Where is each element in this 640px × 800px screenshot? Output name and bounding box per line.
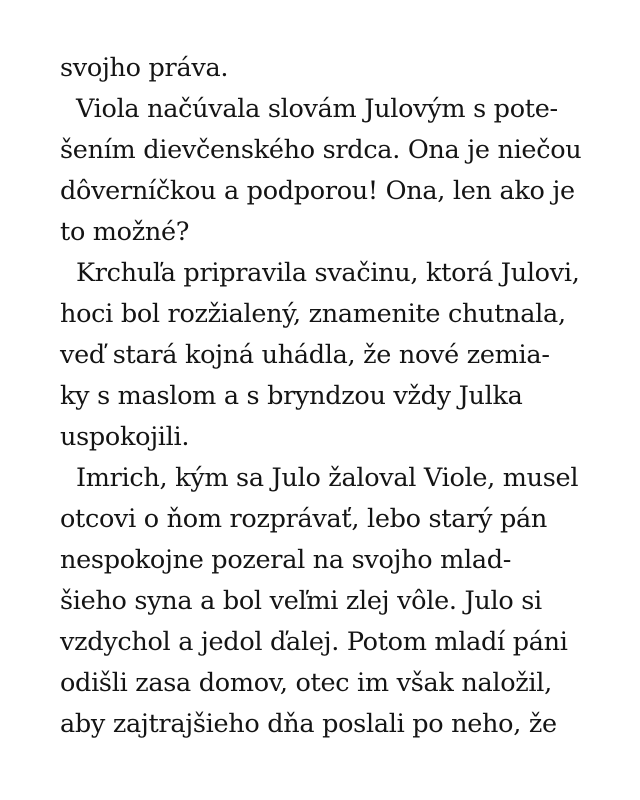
text-line: uspokojili. [60, 422, 190, 452]
text-line: vzdychol a jedol ďalej. Potom mladí páni [60, 627, 568, 657]
paragraph-start-line: Viola načúvala slovám Julovým s pote- [76, 94, 558, 124]
text-line: šením dievčenského srdca. Ona je niečou [60, 135, 582, 165]
text-line: hoci bol rozžialený, znamenite chutnala, [60, 299, 566, 329]
paragraph-start-line: Krchuľa pripravila svačinu, ktorá Julovi, [76, 258, 580, 288]
text-line: to možné? [60, 217, 190, 247]
text-line: nespokojne pozeral na svojho mlad- [60, 545, 512, 575]
book-page-text [60, 48, 600, 745]
text-line: dôverníčkou a podporou! Ona, len ako je [60, 176, 575, 206]
text-line: svojho práva. [60, 53, 229, 83]
text-line: ky s maslom a s bryndzou vždy Julka [60, 381, 523, 411]
paragraph-start-line: Imrich, kým sa Julo žaloval Viole, musel [76, 463, 579, 493]
text-line: otcovi o ňom rozprávať, lebo starý pán [60, 504, 547, 534]
text-line: veď stará kojná uhádla, že nové zemia- [60, 340, 550, 370]
text-line: šieho syna a bol veľmi zlej vôle. Julo si [60, 586, 542, 616]
text-line: odišli zasa domov, otec im však naložil, [60, 668, 552, 698]
text-line: aby zajtrajšieho dňa poslali po neho, že [60, 709, 557, 739]
